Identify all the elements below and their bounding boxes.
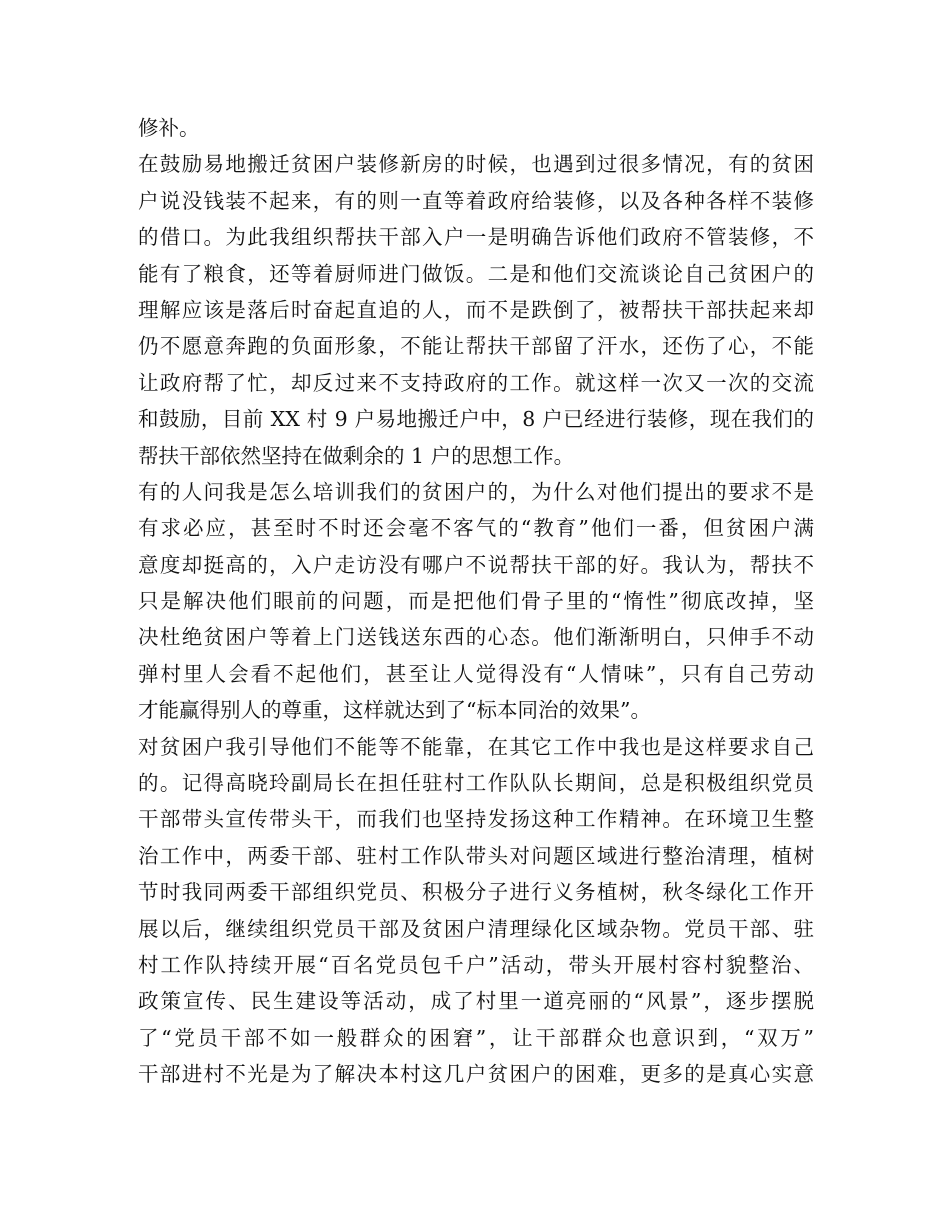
body-line: 意度却挺高的，入户走访没有哪户不说帮扶干部的好。我认为，帮扶不 — [138, 552, 814, 577]
body-line: 能有了粮食，还等着厨师进门做饭。二是和他们交流谈论自己贫困户的 — [138, 261, 814, 286]
body-line: 节时我同两委干部组织党员、积极分子进行义务植树，秋冬绿化工作开 — [138, 880, 814, 905]
body-line: 有求必应，甚至时不时还会毫不客气的“教育”他们一番，但贫困户满 — [138, 516, 814, 541]
body-line: 理解应该是落后时奋起直追的人，而不是跌倒了，被帮扶干部扶起来却 — [138, 297, 814, 322]
body-line: 干部进村不光是为了解决本村这几户贫困户的困难，更多的是真心实意 — [138, 1062, 814, 1087]
body-line: 治工作中，两委干部、驻村工作队带头对问题区域进行整治清理，植树 — [138, 843, 814, 868]
body-line: 政策宣传、民生建设等活动，成了村里一道亮丽的“风景”，逐步摆脱 — [138, 989, 814, 1014]
body-line: 户说没钱装不起来，有的则一直等着政府给装修，以及各种各样不装修 — [138, 188, 814, 213]
document-body — [138, 110, 814, 1093]
body-line: 仍不愿意奔跑的负面形象，不能让帮扶干部留了汗水，还伤了心，不能 — [138, 334, 814, 359]
body-line: 让政府帮了忙，却反过来不支持政府的工作。就这样一次又一次的交流 — [138, 370, 814, 395]
body-line: 了“党员干部不如一般群众的困窘”，让干部群众也意识到，“双万” — [138, 1025, 814, 1050]
body-line: 决杜绝贫困户等着上门送钱送东西的心态。他们渐渐明白，只伸手不动 — [138, 625, 814, 650]
body-line: 和鼓励，目前 XX 村 9 户易地搬迁户中，8 户已经进行装修，现在我们的 — [138, 407, 814, 432]
body-line: 展以后，继续组织党员干部及贫困户清理绿化区域杂物。党员干部、驻 — [138, 916, 814, 941]
body-line: 干部带头宣传带头干，而我们也坚持发扬这种工作精神。在环境卫生整 — [138, 807, 814, 832]
body-line: 对贫困户我引导他们不能等不能靠，在其它工作中我也是这样要求自己 — [138, 734, 814, 759]
body-line: 的借口。为此我组织帮扶干部入户一是明确告诉他们政府不管装修，不 — [138, 225, 814, 250]
body-line: 才能赢得别人的尊重，这样就达到了“标本同治的效果”。 — [138, 698, 651, 723]
body-line: 修补。 — [138, 116, 200, 140]
body-line: 有的人问我是怎么培训我们的贫困户的，为什么对他们提出的要求不是 — [138, 479, 814, 504]
body-line: 在鼓励易地搬迁贫困户装修新房的时候，也遇到过很多情况，有的贫困 — [138, 152, 814, 177]
body-line: 村工作队持续开展“百名党员包千户”活动，带头开展村容村貌整治、 — [138, 952, 814, 977]
body-line: 只是解决他们眼前的问题，而是把他们骨子里的“惰性”彻底改掉，坚 — [138, 589, 814, 614]
body-line: 的。记得高晓玲副局长在担任驻村工作队队长期间，总是积极组织党员 — [138, 771, 814, 796]
body-line: 帮扶干部依然坚持在做剩余的 1 户的思想工作。 — [138, 443, 575, 468]
body-line: 弹村里人会看不起他们，甚至让人觉得没有“人情味”，只有自己劳动 — [138, 661, 814, 686]
